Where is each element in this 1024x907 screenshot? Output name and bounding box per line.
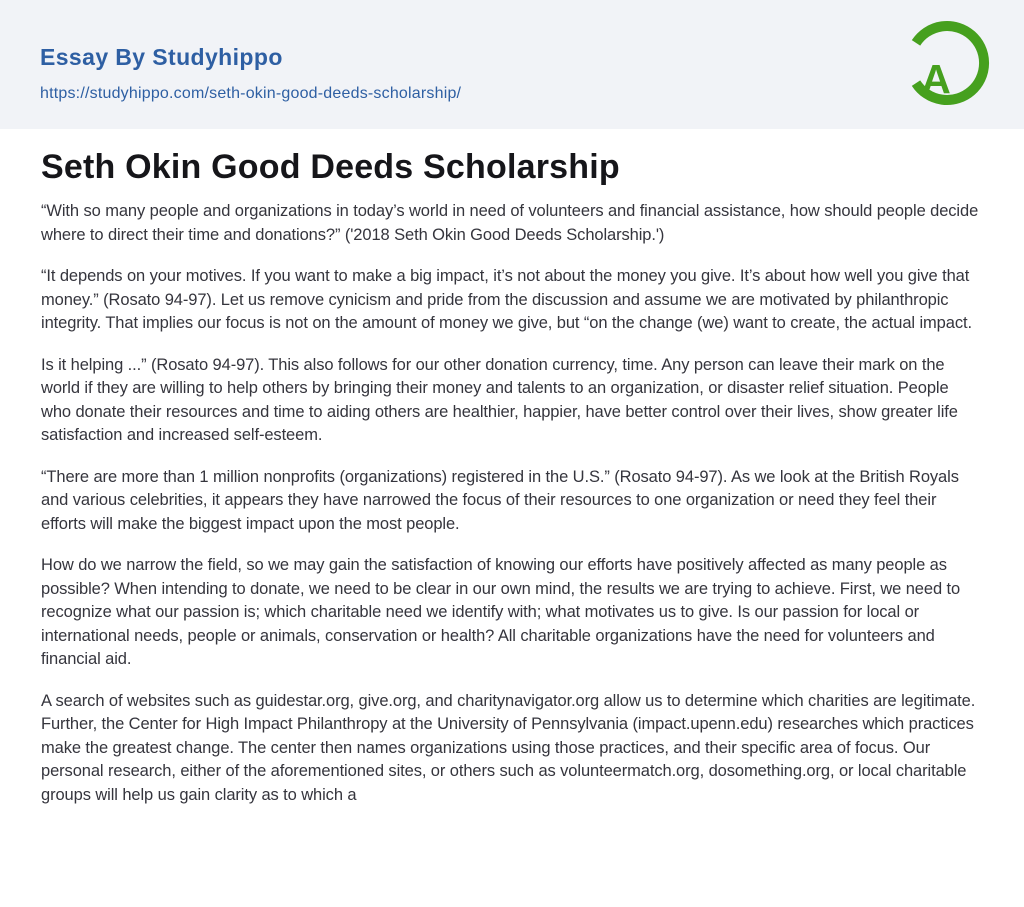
page-header	[0, 0, 1024, 129]
article-paragraph: “There are more than 1 million nonprofits (organizations) registered in the U.S.” (Rosato 94-97). As we look at the British Royals and various celebrities, it appears they have narrowed the focus of their resources to one organization or need they feel their efforts will make the biggest impact upon the most people.	[41, 467, 959, 533]
article-content	[0, 129, 1024, 807]
logo-letter: A	[921, 56, 951, 102]
article-paragraph: A search of websites such as guidestar.org, give.org, and charitynavigator.org allow us to determine which charities are legitimate. Further, the Center for High Impact Philanthropy at the University of Pennsylvania (impact.upenn.edu) researches which practices make the greatest change. The center then names organizations using those practices, and their specific area of focus. Our personal research, either of the aforementioned sites, or others such as volunteermatch.org, dosomething.org, or local charitable groups will help us gain clarity as to which a	[41, 691, 976, 804]
article-paragraph: “With so many people and organizations in today’s world in need of volunteers and financial assistance, how should people decide where to direct their time and donations?” ('2018 Seth Okin Good Deeds Scholarship.')	[41, 202, 979, 244]
site-title: Essay By Studyhippo	[40, 44, 283, 70]
article-paragraph: “It depends on your motives. If you want to make a big impact, it’s not about the money you give. It’s about how well you give that money.” (Rosato 94-97). Let us remove cynicism and pride from the discussion and assume we are motivated by philanthropic integrity. That implies our focus is not on the amount of money we give, but “on the change (we) want to create, the actual impact.	[41, 267, 972, 332]
logo-arc-icon	[901, 17, 993, 109]
page-url-link[interactable]: https://studyhippo.com/seth-okin-good-deeds-scholarship/	[40, 85, 462, 102]
article-paragraph: Is it helping ...” (Rosato 94-97). This also follows for our other donation currency, time. Any person can leave their mark on the world if they are willing to help others by bringing their money and talents to an organization, or disaster relief situation. People who donate their resources and time to aiding others are healthier, happier, have better control over their lives, show greater life satisfaction and increased self-esteem.	[41, 355, 958, 444]
article-title: Seth Okin Good Deeds Scholarship	[41, 148, 620, 186]
studyhippo-logo	[901, 17, 993, 109]
article-paragraph: How do we narrow the field, so we may gain the satisfaction of knowing our efforts have positively affected as many people as possible? When intending to donate, we need to be clear in our own mind, the results we are trying to achieve. First, we need to recognize what our passion is; which charitable need we identify with; what motivates us to give. Is our passion for local or international needs, people or animals, conservation or health? All charitable organizations have the need for volunteers and financial aid.	[41, 556, 961, 668]
